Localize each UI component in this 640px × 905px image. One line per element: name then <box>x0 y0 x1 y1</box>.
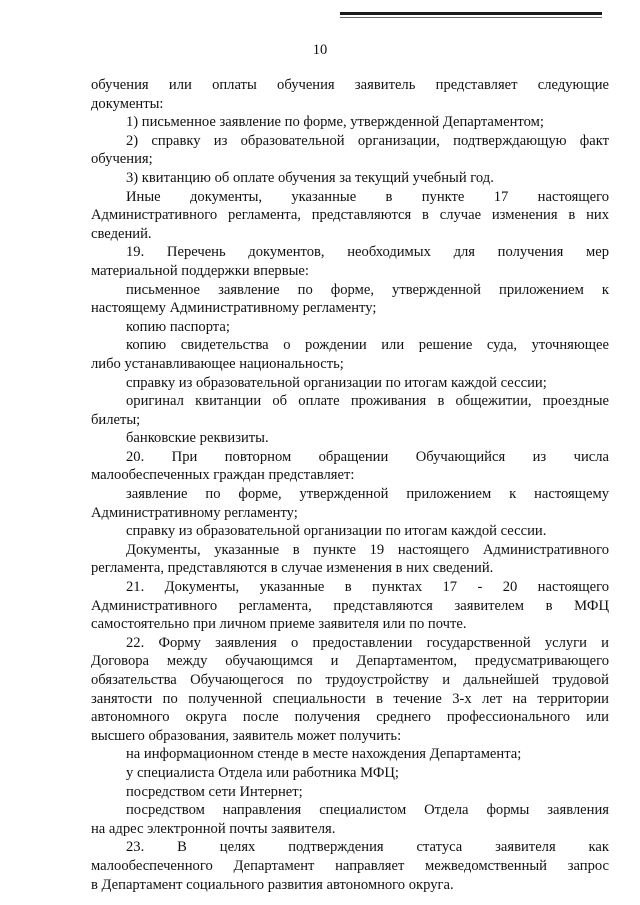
text-line: письменное заявление по форме, утвержденной приложением к <box>126 281 609 298</box>
text-line: 21. Документы, указанные в пунктах 17 - 20 настоящего <box>126 579 609 596</box>
text-line: 1) письменное заявление по форме, утвержденной Департаментом; <box>126 114 544 131</box>
text-line: копию паспорта; <box>126 318 230 335</box>
text-line: Документы, указанные в пункте 19 настоящего Административного <box>126 541 609 558</box>
document-body <box>91 76 609 894</box>
text-line: Иные документы, указанные в пункте 17 настоящего <box>126 188 609 205</box>
text-line: материальной поддержки впервые: <box>91 262 309 279</box>
text-line: Административному регламенту; <box>91 504 298 521</box>
text-line: высшего образования, заявитель может получить: <box>91 727 402 744</box>
text-line: сведений. <box>91 225 152 242</box>
text-line: автономного округа после получения среднего профессионального или <box>91 709 609 726</box>
text-line: Договора между обучающимся и Департаментом, предусматривающего <box>91 653 609 670</box>
text-line: обучения или оплаты обучения заявитель представляет следующие <box>91 77 609 93</box>
text-line: 23. В целях подтверждения статуса заявителя как <box>126 839 609 856</box>
text-line: малообеспеченного Департамент направляет межведомственный запрос <box>91 857 609 874</box>
header-rule <box>340 12 602 15</box>
text-line: 20. При повторном обращении Обучающийся из числа <box>126 448 609 465</box>
text-line: либо устанавливающее национальность; <box>91 355 344 372</box>
text-line: 22. Форму заявления о предоставлении государственной услуги и <box>126 634 609 651</box>
text-line: справку из образовательной организации по итогам каждой сессии. <box>126 523 547 540</box>
text-line: занятости по полученной специальности в течение 3-х лет на территории <box>91 690 609 707</box>
text-line: справку из образовательной организации по итогам каждой сессии; <box>126 374 547 391</box>
text-line: обязательства Обучающегося по трудоустройству и дальнейшей трудовой <box>91 672 609 688</box>
page-number: 10 <box>312 42 328 58</box>
text-line: самостоятельно при личном приеме заявителя или по почте. <box>91 616 467 633</box>
text-line: у специалиста Отдела или работника МФЦ; <box>126 764 399 781</box>
text-line: посредством направления специалистом Отдела формы заявления <box>126 802 609 819</box>
text-line: Административного регламента, представляются заявителем в МФЦ <box>91 597 609 614</box>
text-line: билеты; <box>91 411 141 428</box>
text-line: 19. Перечень документов, необходимых для получения мер <box>126 244 609 261</box>
text-line: регламента, представляются в случае изменения в них сведений. <box>91 560 494 577</box>
text-line: 2) справку из образовательной организации, подтверждающую факт <box>126 132 609 149</box>
text-line: банковские реквизиты. <box>126 430 269 447</box>
text-line: заявление по форме, утвержденной приложением к настоящему <box>126 486 609 503</box>
text-line: Административного регламента, представляются в случае изменения в них <box>91 207 609 224</box>
text-line: посредством сети Интернет; <box>126 783 303 800</box>
text-line: на адрес электронной почты заявителя. <box>91 820 336 837</box>
text-line: копию свидетельства о рождении или решение суда, уточняющее <box>126 337 609 354</box>
text-line: обучения; <box>91 151 153 168</box>
text-line: настоящему Административному регламенту; <box>91 300 377 317</box>
text-line: на информационном стенде в месте нахождения Департамента; <box>126 746 522 763</box>
text-line: 3) квитанцию об оплате обучения за текущий учебный год. <box>126 169 494 186</box>
header-rule-thin <box>340 17 602 18</box>
text-line: малообеспеченных граждан представляет: <box>91 467 355 484</box>
text-line: в Департамент социального развития автономного округа. <box>91 876 454 893</box>
text-line: документы: <box>91 95 164 112</box>
text-line: оригинал квитанции об оплате проживания в общежитии, проездные <box>126 393 609 410</box>
